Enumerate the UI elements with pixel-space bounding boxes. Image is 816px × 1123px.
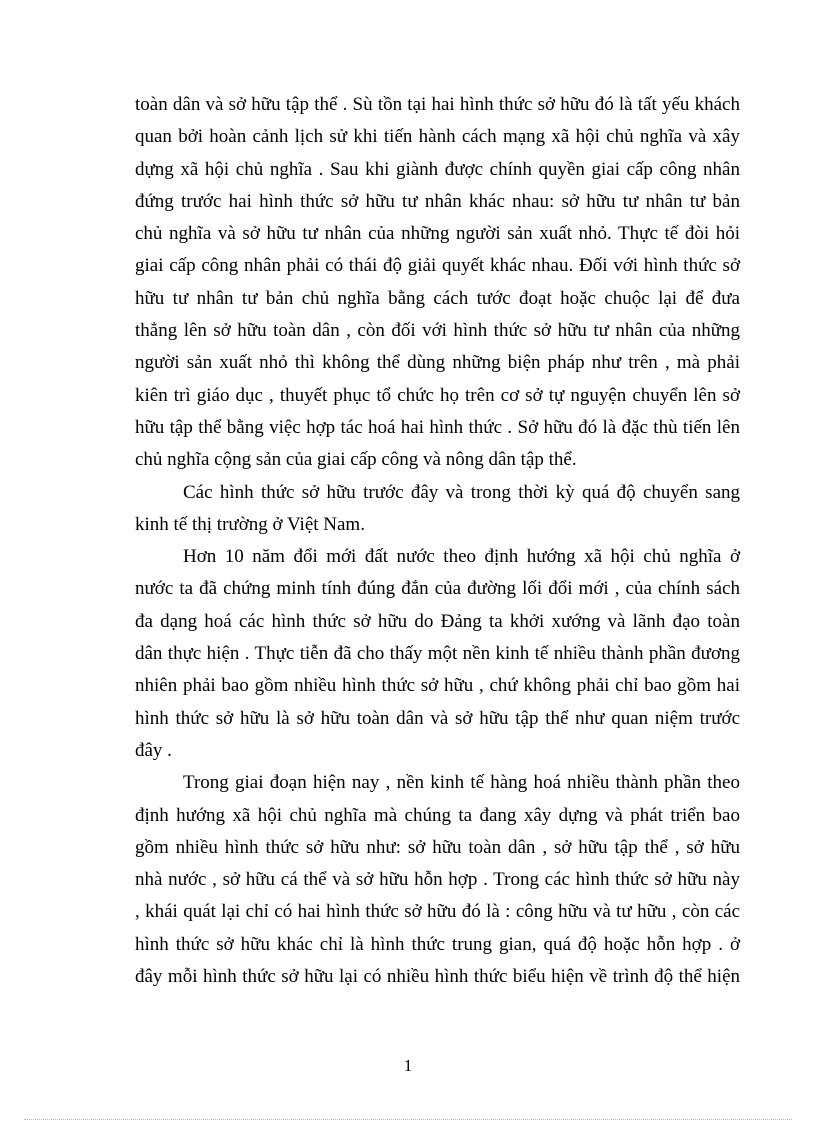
text-line: đứng trước hai hình thức sở hữu tư nhân khác nhau: sở hữu tư nhân tư bản [135,190,740,212]
text-line: , khái quát lại chỉ có hai hình thức sở hữu đó là : công hữu và tư hữu , còn các [135,901,740,923]
text-line: Trong giai đoạn hiện nay , nền kinh tế hàng hoá nhiều thành phần theo [183,772,740,794]
text-line: giai cấp công nhân phải có thái độ giải quyết khác nhau. Đối với hình thức sở [135,255,740,277]
text-line: đây . [135,739,172,761]
text-line: Các hình thức sở hữu trước đây và trong thời kỳ quá độ chuyển sang [183,481,740,503]
text-line: nhà nước , sở hữu cá thể và sở hữu hỗn hợp . Trong các hình thức sở hữu này [135,869,740,891]
text-line: nước ta đã chứng minh tính đúng đắn của đường lối đổi mới , của chính sách [135,578,740,600]
text-line: hình thức sở hữu là sở hữu toàn dân và sở hữu tập thể như quan niệm trước [135,707,740,729]
page-bottom-divider [24,1119,792,1120]
text-line: hữu tập thể bằng việc hợp tác hoá hai hình thức . Sở hữu đó là đặc thù tiến lên [135,416,740,438]
text-line: chủ nghĩa cộng sản của giai cấp công và nông dân tập thể. [135,449,577,471]
text-line: hình thức sở hữu khác chỉ là hình thức trung gian, quá độ hoặc hỗn hợp . ở [135,933,740,955]
text-line: dân thực hiện . Thực tiễn đã cho thấy một nền kinh tế nhiều thành phần đương [135,643,740,665]
text-line: thẳng lên sở hữu toàn dân , còn đối với hình thức sở hữu tư nhân của những [135,320,740,342]
text-line: hữu tư nhân tư bản chủ nghĩa bằng cách tước đoạt hoặc chuộc lại để đưa [135,287,740,309]
text-line: Hơn 10 năm đổi mới đất nước theo định hướng xã hội chủ nghĩa ở [183,546,740,568]
body-text [135,89,740,993]
text-line: quan bởi hoàn cảnh lịch sử khi tiến hành cách mạng xã hội chủ nghĩa và xây [135,126,740,148]
text-line: đa dạng hoá các hình thức sở hữu do Đảng ta khởi xướng và lãnh đạo toàn [135,610,740,632]
text-line: gồm nhiều hình thức sở hữu như: sở hữu toàn dân , sở hữu tập thể , sở hữu [135,836,740,858]
text-line: kiên trì giáo dục , thuyết phục tổ chức họ trên cơ sở tự nguyện chuyển lên sở [135,384,740,406]
text-line: toàn dân và sở hữu tập thể . Sù tồn tại hai hình thức sở hữu đó là tất yếu khách [135,94,740,115]
text-line: dựng xã hội chủ nghĩa . Sau khi giành được chính quyền giai cấp công nhân [135,158,740,180]
text-line: đây mỗi hình thức sở hữu lại có nhiều hình thức biểu hiện về trình độ thể hiện [135,966,740,988]
text-line: định hướng xã hội chủ nghĩa mà chúng ta đang xây dựng và phát triển bao [135,804,740,826]
text-line: kinh tế thị trường ở Việt Nam. [135,513,365,535]
text-line: người sản xuất nhỏ thì không thể dùng những biện pháp như trên , mà phải [135,352,740,374]
text-line: nhiên phải bao gồm nhiều hình thức sở hữu , chứ không phải chỉ bao gồm hai [135,675,740,697]
text-line: chủ nghĩa và sở hữu tư nhân của những người sản xuất nhỏ. Thực tế đòi hỏi [135,223,740,245]
page-number: 1 [403,1056,413,1075]
